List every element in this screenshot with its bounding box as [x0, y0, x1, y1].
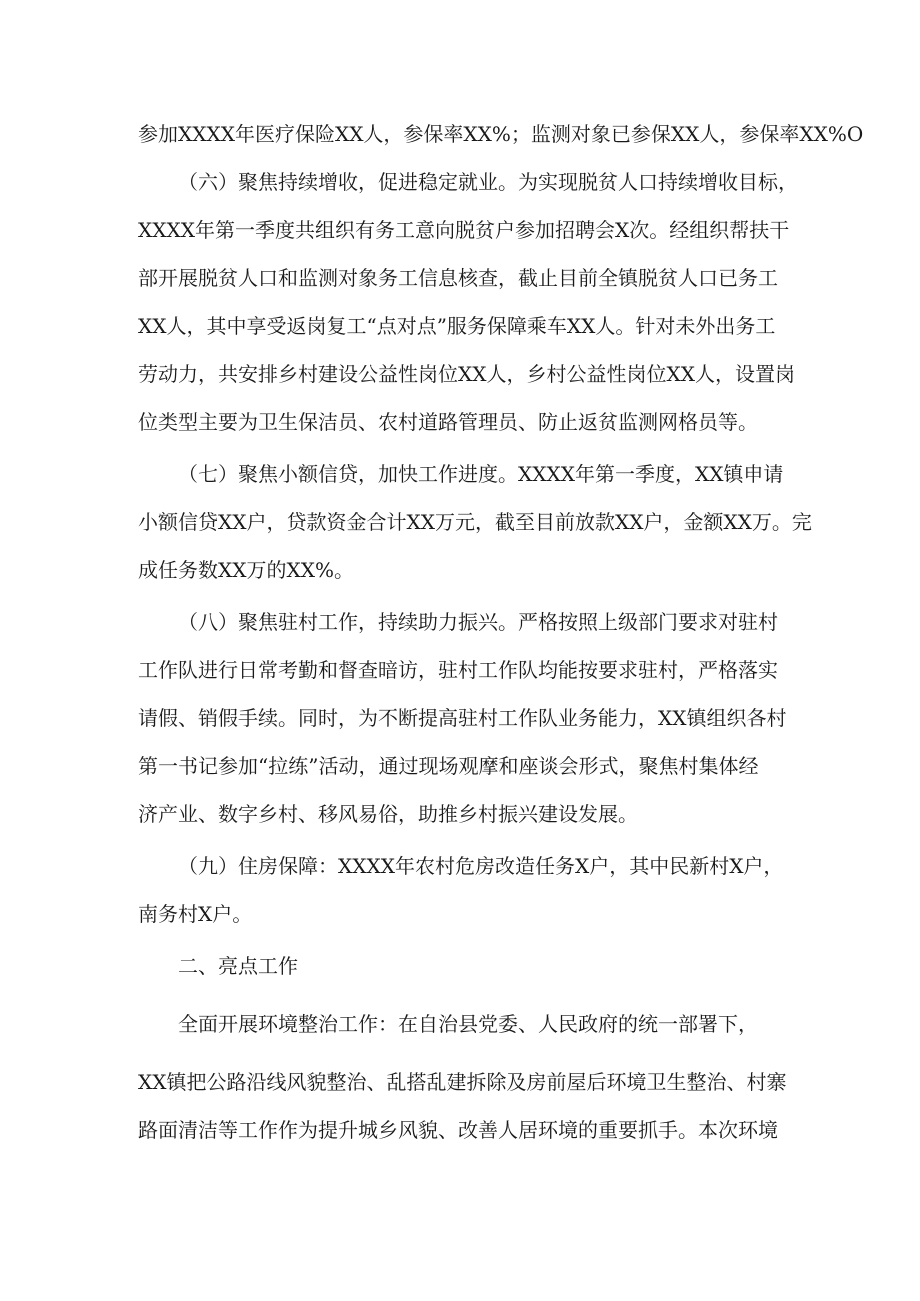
text-line: 请假、销假手续。同时，为不断提高驻村工作队业务能力，XX镇组织各村: [138, 706, 787, 730]
text-line: 第一书记参加“拉练”活动，通过现场观摩和座谈会形式，聚焦村集体经: [138, 754, 759, 778]
text-line: XX镇把公路沿线风貌整治、乱搭乱建拆除及房前屋后环境卫生整治、村寨: [138, 1070, 787, 1094]
text-line: 部开展脱贫人口和监测对象务工信息核查，截止目前全镇脱贫人口已务工: [138, 266, 778, 290]
text-line: 济产业、数字乡村、移风易俗，助推乡村振兴建设发展。: [138, 802, 638, 826]
text-line: XX人，其中享受返岗复工“点对点”服务保障乘车XX人。针对未外出务工: [138, 314, 776, 338]
text-line: 南务村X户。: [138, 902, 253, 926]
text-line: 参加XXXX年医疗保险XX人，参保率XX%；监测对象已参保XX人，参保率XX%O: [138, 122, 864, 146]
text-line: 劳动力，共安排乡村建设公益性岗位XX人，乡村公益性岗位XX人，设置岗: [138, 362, 795, 386]
section-heading-8: （八）聚焦驻村工作，持续助力振兴。严格按照上级部门要求对驻村: [178, 610, 778, 634]
text-line: XXXX年第一季度共组织有务工意向脱贫户参加招聘会X次。经组织帮扶干: [138, 218, 790, 242]
paragraph-start: 全面开展环境整治工作：在自治县党委、人民政府的统一部署下，: [178, 1012, 758, 1036]
section-heading-6: （六）聚焦持续增收，促进稳定就业。为实现脱贫人口持续增收目标，: [178, 170, 798, 194]
section-heading-9: （九）住房保障：XXXX年农村危房改造任务X户，其中民新村X户，: [178, 854, 784, 878]
text-line: 工作队进行日常考勤和督查暗访，驻村工作队均能按要求驻村，严格落实: [138, 658, 778, 682]
text-line: 成任务数XX万的XX%。: [138, 558, 354, 582]
text-line: 位类型主要为卫生保洁员、农村道路管理员、防止返贫监测网格员等。: [138, 410, 758, 434]
text-line: 路面清洁等工作作为提升城乡风貌、改善人居环境的重要抓手。本次环境: [138, 1118, 778, 1142]
text-line: 小额信贷XX户，贷款资金合计XX万元，截至目前放款XX户，金额XX万。完: [138, 510, 812, 534]
chapter-heading: 二、亮点工作: [178, 954, 298, 978]
section-heading-7: （七）聚焦小额信贷，加快工作进度。XXXX年第一季度，XX镇申请: [178, 462, 784, 486]
